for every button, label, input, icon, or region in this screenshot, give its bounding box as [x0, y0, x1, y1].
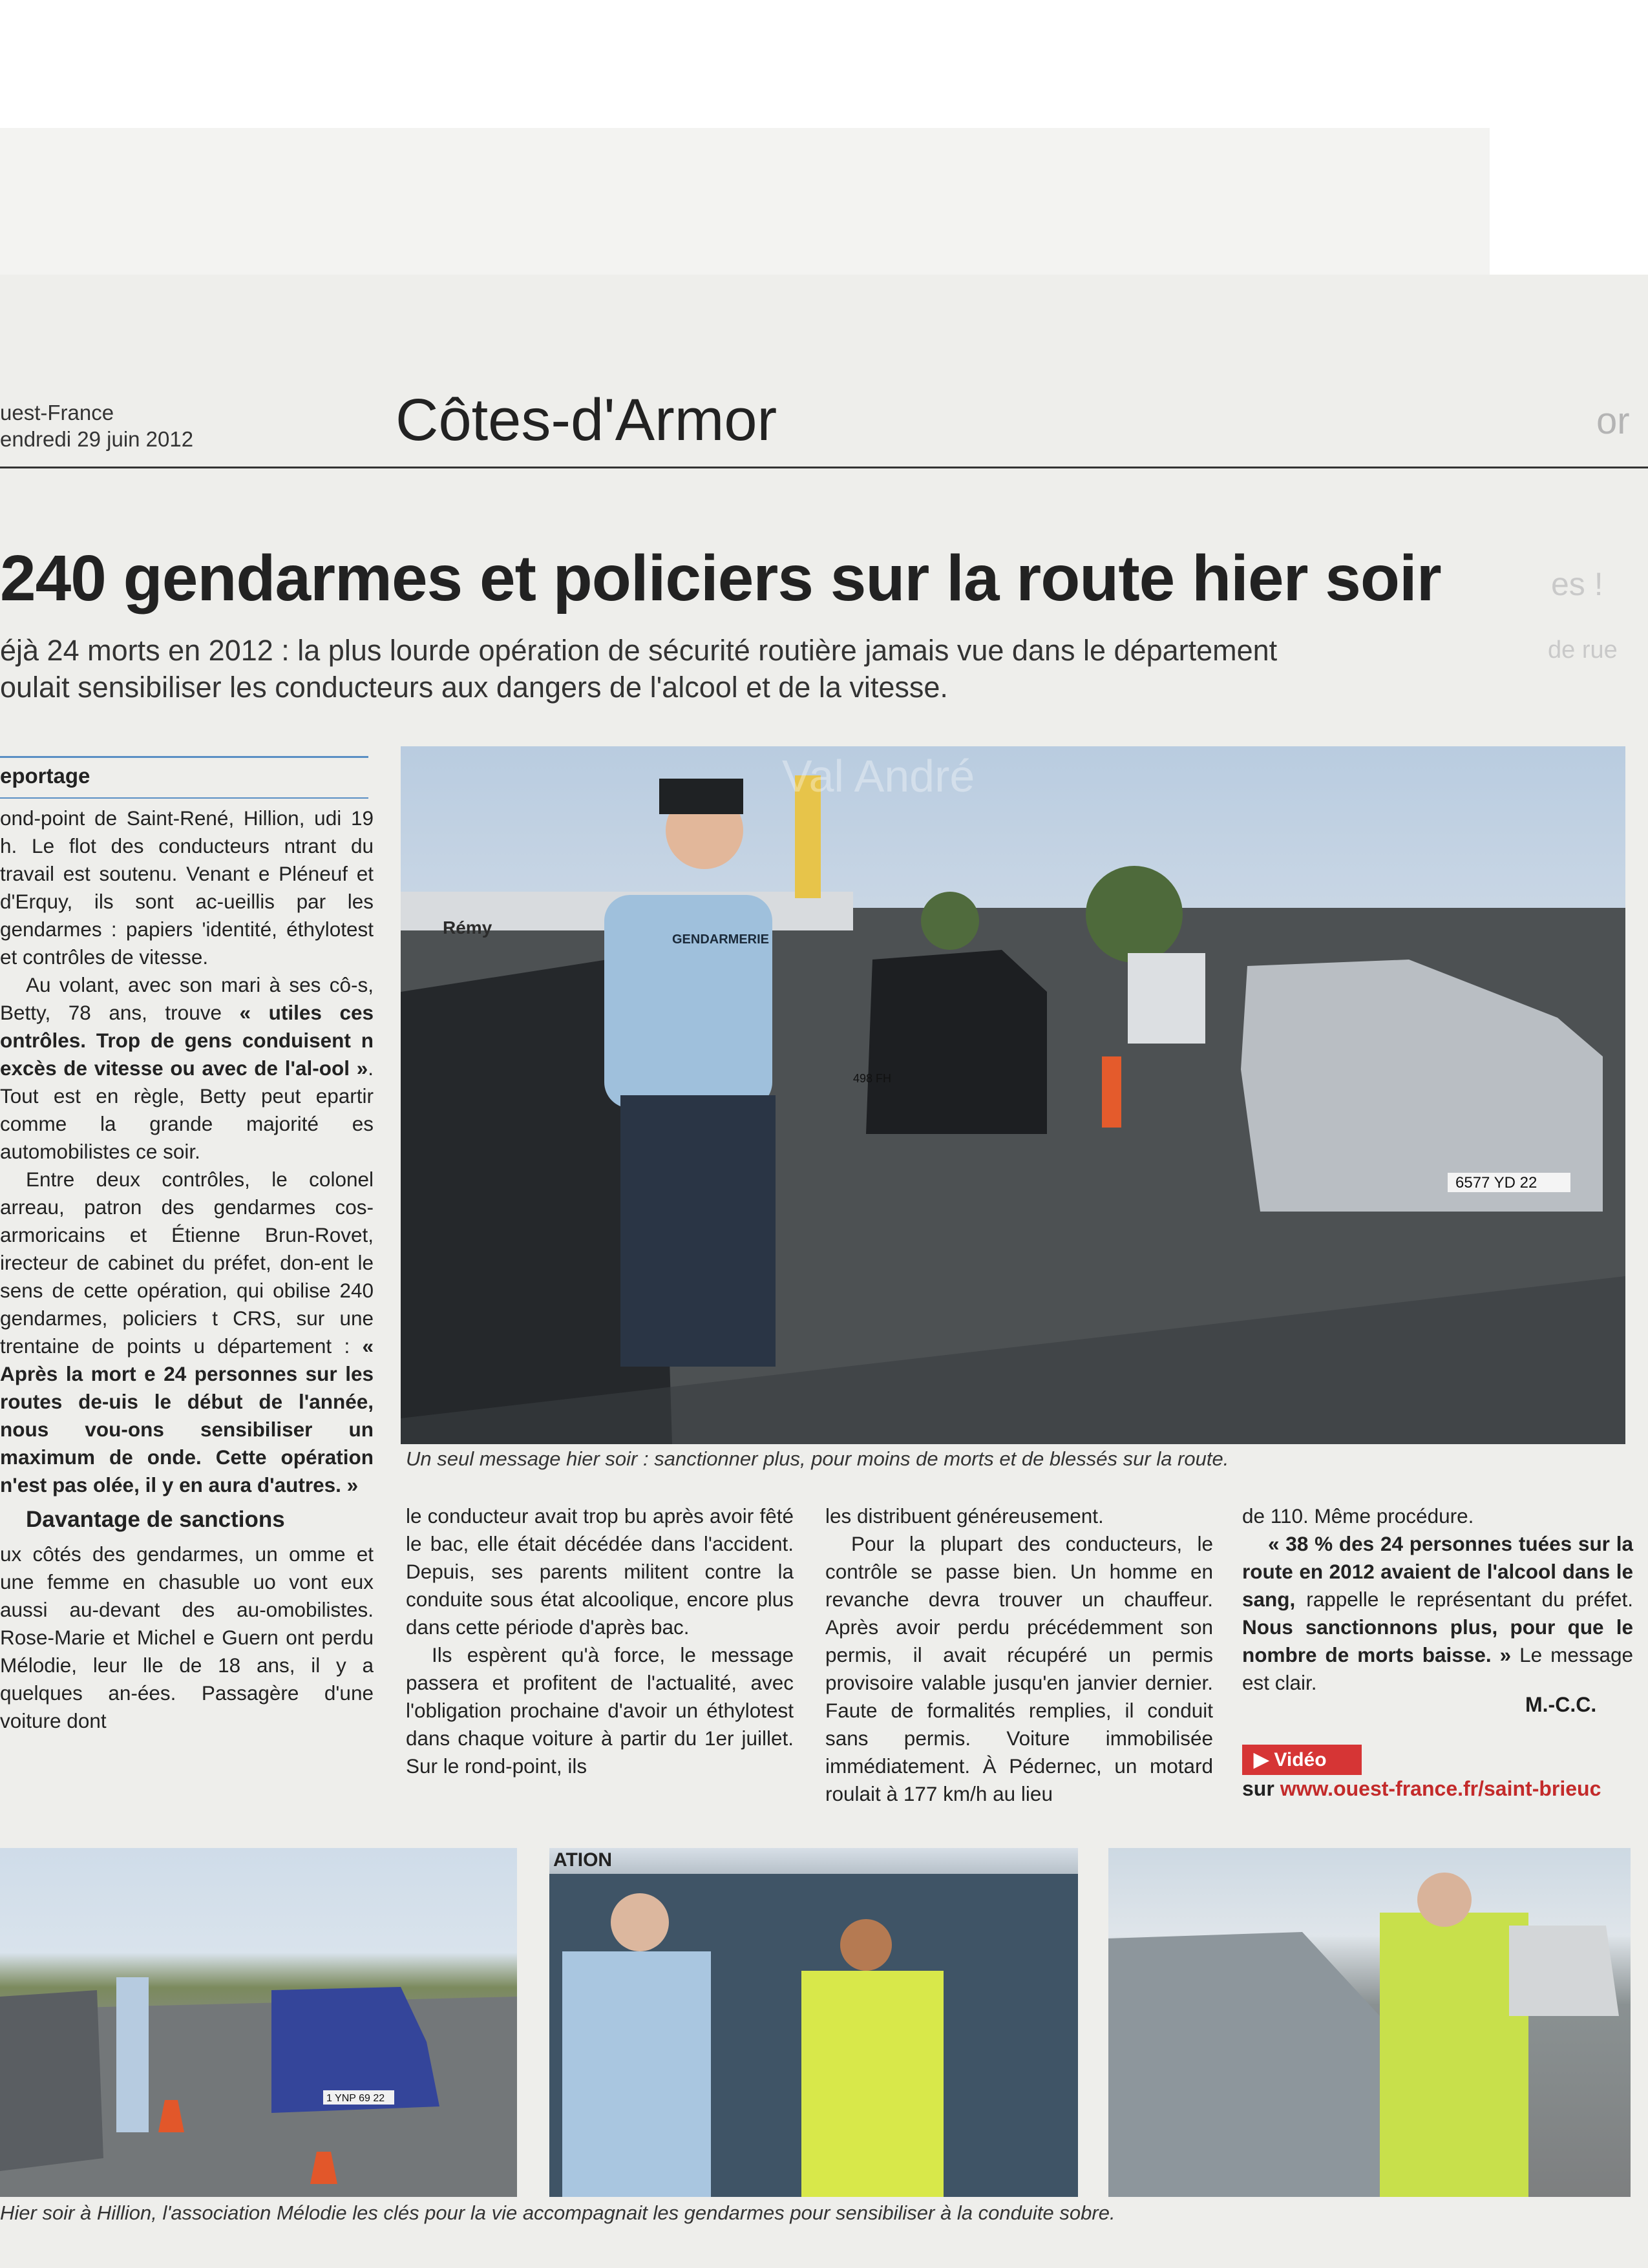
- col1-paragraph-2: [0, 971, 374, 1166]
- text-span: Le message est clair.: [1242, 1643, 1633, 1694]
- col3-paragraph-2: Pour la plupart des conducteurs, le contrôle se passe bien. Un homme en revanche devra trouver un chauffeur. Après avoir perdu précédemment son permis, il avait récupéré un permis provisoire valable jusqu'en janvier dernier. Faute de formalités remplies, il conduit sans permis. Voiture immobilisée immédiatement. À Pédernec, un motard roulait à 177 km/h au lieu: [825, 1532, 1213, 1805]
- licence-plate-3: 1 YNP 69 22: [326, 2093, 385, 2104]
- quote-prefecture: « 38 % des 24 personnes tuées sur la route en 2012 avaient de l'alcool dans le sang,: [1242, 1532, 1633, 1611]
- bottom-photo-1: [0, 1848, 517, 2197]
- col3-paragraph-1: les distribuent généreusement.: [825, 1504, 1104, 1528]
- column-4: [1242, 1502, 1633, 1697]
- main-photo-caption: Un seul message hier soir : sanctionner plus, pour moins de morts et de blessés sur la route.: [406, 1447, 1229, 1470]
- station-sign: ATION: [553, 1849, 613, 1871]
- headline: 240 gendarmes et policiers sur la route hier soir: [0, 542, 1441, 614]
- licence-plate: 6577 YD 22: [1455, 1174, 1537, 1192]
- subheading: Davantage de sanctions: [26, 1507, 285, 1532]
- byline: M.-C.C.: [1525, 1693, 1597, 1716]
- bottom-photo-2: [549, 1848, 1078, 2197]
- text-span: rappelle le représentant du préfet.: [1306, 1588, 1633, 1611]
- col2-paragraph-2: Ils espèrent qu'à force, le message passera et profitent de l'actualité, avec l'obligation prochaine d'avoir un éthylotest dans chaque voiture à partir du 1er juillet. Sur le rond-point, ils: [406, 1643, 794, 1778]
- bleed-through-text: es !: [1551, 566, 1603, 602]
- licence-plate-2: 498 FH: [853, 1072, 892, 1085]
- masthead-right-fragment: or: [1596, 400, 1630, 442]
- scan-backing-sheet: [0, 128, 1490, 284]
- shop-sign: Rémy: [443, 918, 492, 938]
- bleed-through-text-2: de rue: [1548, 636, 1618, 664]
- quote-sanctions: Nous sanctionnons plus, pour que le nombre de morts baisse. »: [1242, 1615, 1633, 1666]
- column-3: [825, 1502, 1213, 1808]
- video-badge[interactable]: ▶ Vidéo: [1242, 1745, 1362, 1775]
- text-span: Entre deux contrôles, le colonel arreau, patron des gendarmes cos-armoricains et Étienne Brun-Rovet, irecteur de cabinet du préfet, don-ent le sens de cette opération, qui obilise 240 gendarmes, policiers t CRS, sur une trentaine de points u département :: [0, 1168, 374, 1358]
- col4-paragraph-2: [1242, 1530, 1633, 1697]
- col1-paragraph-4: ux côtés des gendarmes, un omme et une femme en chasuble uo vont eux aussi au-devant des au-omobilistes. Rose-Marie et Michel e Guern ont perdu Mélodie, leur lle de 18 ans, il y a quelques an-ées. Passagère d'une voiture dont: [0, 1542, 374, 1732]
- text-span: . Tout est en règle, Betty peut epartir comme la grande majorité es automobilistes ce soir.: [0, 1056, 374, 1163]
- standfirst-line-2: oulait sensibiliser les conducteurs aux dangers de l'alcool et de la vitesse.: [0, 671, 948, 704]
- video-link-prefix: sur: [1242, 1777, 1280, 1800]
- bottom-photos-caption: Hier soir à Hillion, l'association Mélodie les clés pour la vie accompagnait les gendarmes pour sensibiliser à la conduite sobre.: [0, 2201, 1115, 2224]
- issue-date: endredi 29 juin 2012: [0, 427, 194, 451]
- column-1: [0, 804, 374, 1735]
- quote-officials: « Après la mort e 24 personnes sur les routes de-uis le début de l'année, nous vou-ons sensibiliser un maximum de onde. Cette opération n'est pas olée, il y en aura d'autres. »: [0, 1334, 374, 1496]
- col1-paragraph-1: ond-point de Saint-René, Hillion, udi 19 h. Le flot des conducteurs ntrant du travail est soutenu. Venant e Pléneuf et d'Erquy, ils sont ac-ueillis par les gendarmes : papiers 'identité, éthylotest et contrôles de vitesse.: [0, 806, 374, 969]
- kicker-rule: [0, 756, 368, 758]
- kicker-label: eportage: [0, 764, 90, 788]
- col1-paragraph-3: [0, 1166, 374, 1499]
- main-photo: [401, 746, 1625, 1444]
- standfirst: [0, 632, 1538, 706]
- kicker-rule-bottom: [0, 797, 368, 799]
- masthead-rule: [0, 467, 1648, 468]
- video-link[interactable]: [1242, 1777, 1601, 1801]
- standfirst-line-1: éjà 24 morts en 2012 : la plus lourde opération de sécurité routière jamais vue dans le département: [0, 634, 1278, 667]
- main-photo-illustration: [401, 746, 1625, 1444]
- col4-paragraph-1: de 110. Même procédure.: [1242, 1504, 1474, 1528]
- video-url[interactable]: www.ouest-france.fr/saint-brieuc: [1280, 1777, 1601, 1800]
- bottom-photo-3-illustration: [1108, 1848, 1631, 2197]
- masthead-info: [0, 399, 193, 452]
- col2-paragraph-1: le conducteur avait trop bu après avoir fêté le bac, elle était décédée dans l'accident. Depuis, ses parents militent contre la conduite sous état alcoolique, encore plus dans cette période d'après bac.: [406, 1504, 794, 1639]
- bottom-photo-2-illustration: [549, 1848, 1078, 2197]
- bottom-photo-1-illustration: [0, 1848, 517, 2197]
- column-2: [406, 1502, 794, 1780]
- bleed-through-title: Val André: [782, 751, 975, 801]
- section-title: Côtes-d'Armor: [396, 387, 777, 453]
- paper-name: uest-France: [0, 401, 114, 425]
- uniform-label: GENDARMERIE: [672, 932, 770, 947]
- text-span: Au volant, avec son mari à ses cô-s, Betty, 78 ans, trouve: [0, 973, 374, 1024]
- quote-betty: « utiles ces ontrôles. Trop de gens conduisent n excès de vitesse ou avec de l'al-ool »: [0, 1001, 374, 1080]
- bottom-photo-3: [1108, 1848, 1631, 2197]
